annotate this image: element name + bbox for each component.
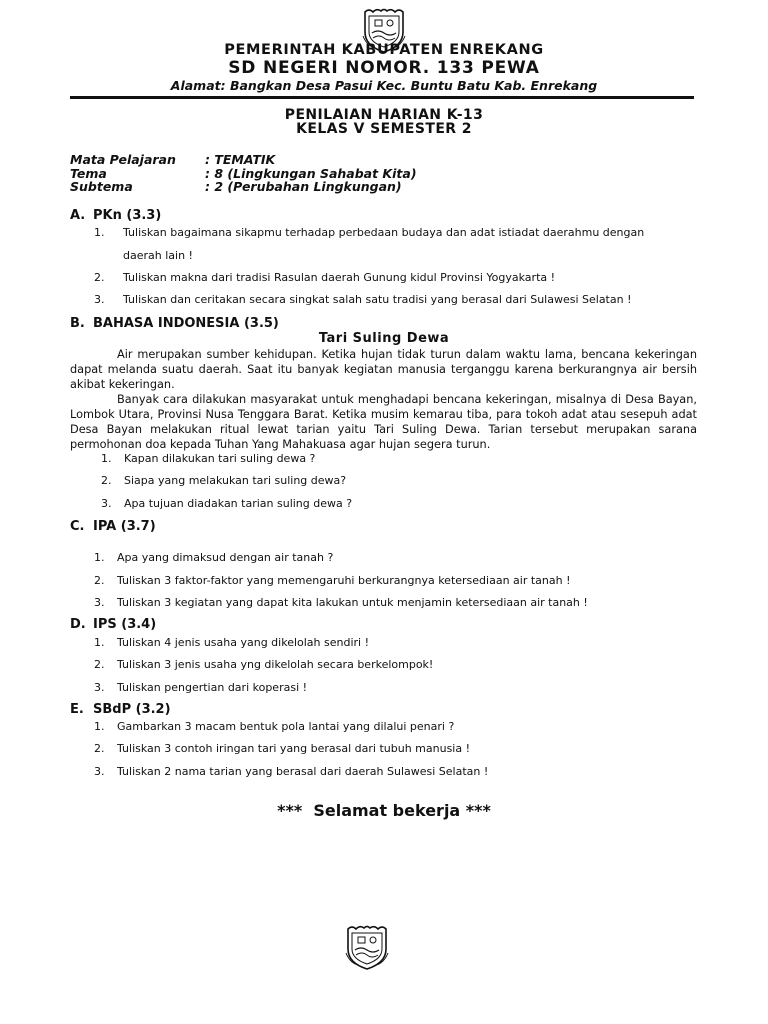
section-c-heading [70, 519, 156, 534]
question-number: 3. [101, 497, 112, 510]
question-number: 3. [94, 596, 105, 609]
question-number: 3. [94, 293, 105, 306]
section-letter: B. [70, 316, 85, 331]
question-number: 1. [94, 720, 105, 733]
question-text: Tuliskan 4 jenis usaha yang dikelolah sendiri ! [117, 636, 370, 649]
section-b-heading [70, 316, 279, 331]
question-text: Tuliskan 3 faktor-faktor yang memengaruhi berkurangnya ketersediaan air tanah ! [117, 574, 571, 587]
theme-row [70, 167, 417, 181]
question-text: Tuliskan 3 contoh iringan tari yang berasal dari tubuh manusia ! [117, 742, 471, 755]
section-title: IPS (3.4) [93, 617, 157, 632]
subtheme-label: Subtema [70, 179, 133, 194]
section-d-heading [70, 617, 156, 632]
question-text: Tuliskan pengertian dari koperasi ! [117, 681, 308, 694]
section-letter: E. [70, 702, 84, 717]
question-number: 1. [94, 636, 105, 649]
story-title: Tari Suling Dewa [318, 331, 450, 346]
section-title: SBdP (3.2) [93, 702, 171, 717]
question-number: 2. [94, 658, 105, 671]
header-divider [70, 96, 694, 99]
question-number: 2. [94, 574, 105, 587]
school-address: Alamat: Bangkan Desa Pasui Kec. Buntu Batu Kab. Enrekang [170, 78, 598, 93]
question-number: 2. [101, 474, 112, 487]
section-title: BAHASA INDONESIA (3.5) [93, 316, 279, 331]
question-text: Siapa yang melakukan tari suling dewa? [124, 474, 347, 487]
subject-value: : TEMATIK [205, 152, 276, 167]
subtheme-value: : 2 (Perubahan Lingkungan) [205, 179, 402, 194]
section-e-heading [70, 702, 171, 717]
section-title: PKn (3.3) [93, 208, 162, 223]
question-text: Tuliskan 2 nama tarian yang berasal dari daerah Sulawesi Selatan ! [117, 765, 489, 778]
question-text: Tuliskan 3 jenis usaha yng dikelolah secara berkelompok! [117, 658, 434, 671]
question-number: 1. [94, 551, 105, 564]
question-number: 2. [94, 271, 105, 284]
story-paragraph: Banyak cara dilakukan masyarakat untuk menghadapi bencana kekeringan, misalnya di Desa Bayan, Lombok Utara, Provinsi Nusa Tenggara Barat. Ketika musim kemarau tiba, para tokoh adat atau sesepuh adat Desa Bayan melakukan ritual lewat tarian yaitu Tari Suling Dewa. Tarian tersebut merupakan sarana permohonan doa kepada Tuhan Yang Mahakuasa agar hujan segera turun. [70, 393, 697, 451]
subject-row [70, 153, 417, 167]
question-text: Kapan dilakukan tari suling dewa ? [124, 452, 316, 465]
question-text: Apa yang dimaksud dengan air tanah ? [117, 551, 334, 564]
closing-message: *** Selamat bekerja *** [277, 801, 491, 820]
question-number: 1. [101, 452, 112, 465]
subject-label: Mata Pelajaran [70, 152, 176, 167]
story-paragraph: Air merupakan sumber kehidupan. Ketika hujan tidak turun dalam waktu lama, bencana kekeringan dapat melanda suatu daerah. Saat itu banyak kegiatan manusia terganggu karena berkurangnya air bersih akibat kekeringan. [70, 348, 697, 391]
exam-title: PENILAIAN HARIAN K-13 [284, 107, 484, 123]
government-heading: PEMERINTAH KABUPATEN ENREKANG [224, 42, 544, 58]
question-text: daerah lain ! [123, 249, 193, 262]
question-text: Apa tujuan diadakan tarian suling dewa ? [124, 497, 353, 510]
section-letter: A. [70, 208, 86, 223]
question-number: 2. [94, 742, 105, 755]
question-number: 3. [94, 681, 105, 694]
question-text: Tuliskan makna dari tradisi Rasulan daerah Gunung kidul Provinsi Yogyakarta ! [123, 271, 556, 284]
question-number: 3. [94, 765, 105, 778]
subject-info [70, 153, 417, 194]
school-name-heading: SD NEGERI NOMOR. 133 PEWA [228, 58, 540, 78]
question-text: Tuliskan bagaimana sikapmu terhadap perbedaan budaya dan adat istiadat daerahmu dengan [123, 226, 645, 239]
class-semester: KELAS V SEMESTER 2 [296, 121, 472, 137]
section-letter: D. [70, 617, 86, 632]
theme-value: : 8 (Lingkungan Sahabat Kita) [205, 165, 417, 181]
section-letter: C. [70, 519, 85, 534]
question-text: Gambarkan 3 macam bentuk pola lantai yang dilalui penari ? [117, 720, 455, 733]
theme-label: Tema [70, 165, 107, 181]
subtheme-row [70, 180, 417, 194]
section-title: IPA (3.7) [93, 519, 156, 534]
question-number: 1. [94, 226, 105, 239]
question-text: Tuliskan dan ceritakan secara singkat salah satu tradisi yang berasal dari Sulawesi Selatan ! [123, 293, 632, 306]
regency-crest-logo [344, 923, 390, 971]
section-a-heading [70, 208, 161, 223]
question-text: Tuliskan 3 kegiatan yang dapat kita lakukan untuk menjamin ketersediaan air tanah ! [117, 596, 588, 609]
